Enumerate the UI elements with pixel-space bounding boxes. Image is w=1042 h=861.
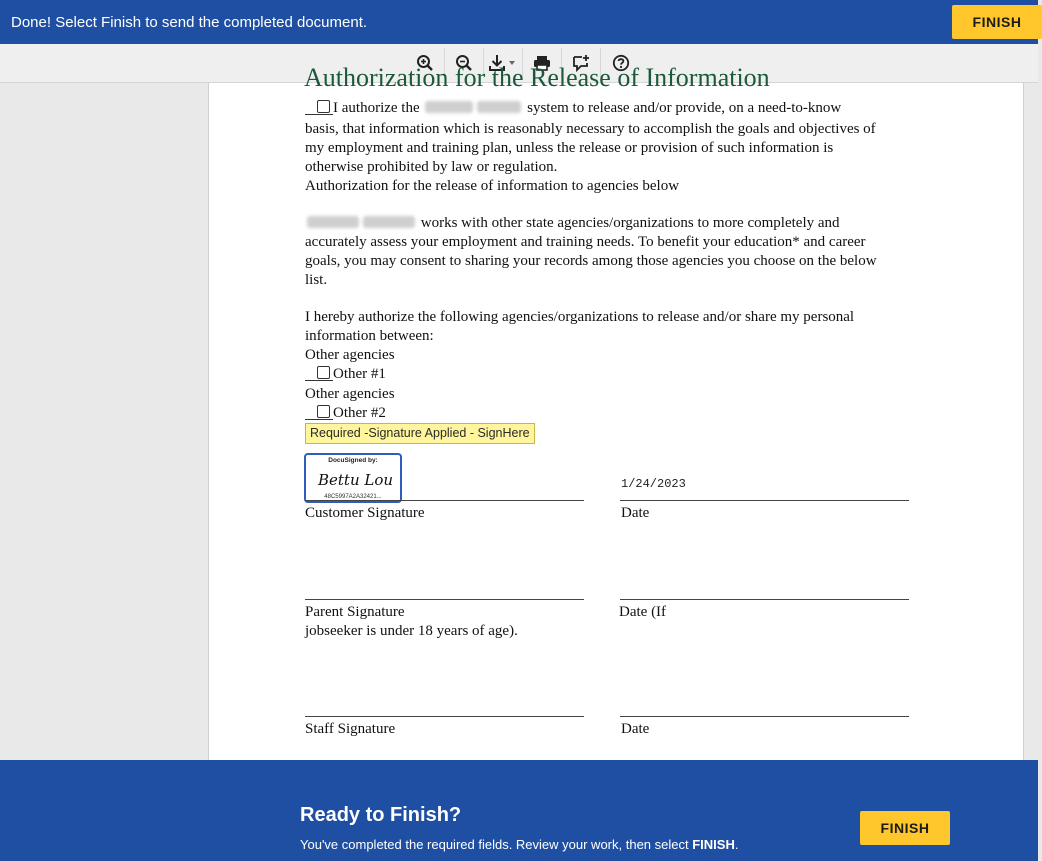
- parent-signature-line: [305, 599, 584, 600]
- finish-subtitle-end: .: [734, 837, 739, 852]
- parent-note: jobseeker is under 18 years of age).: [305, 623, 518, 639]
- p2-line4: list.: [305, 272, 328, 288]
- finish-subtitle-text: You've completed the required fields. Review your work, then select: [300, 837, 693, 852]
- date-line: [620, 500, 909, 501]
- authorize-text-b: system to release and/or provide, on a need-to-know: [527, 100, 842, 116]
- agency-checkbox-wrap: [305, 404, 333, 420]
- authorize-checkbox[interactable]: [317, 100, 330, 113]
- signature-header: DocuSigned by:: [328, 457, 378, 464]
- finish-button[interactable]: FINISH: [952, 5, 1042, 39]
- date-signed-value: 1/24/2023: [621, 477, 686, 491]
- authorize-line: [305, 99, 841, 118]
- p3-line1: I hereby authorize the following agencies/organizations to release and/or share my personal: [305, 309, 855, 325]
- document-heading: Authorization for the Release of Information: [304, 63, 770, 92]
- completion-banner: [0, 0, 1038, 44]
- redacted-name: [425, 101, 473, 113]
- agency-option: [305, 365, 386, 384]
- staff-signature-line: [305, 716, 584, 717]
- p2-line3: goals, you may consent to sharing your records among those agencies you choose on the below: [305, 253, 877, 269]
- finish-subtitle: [300, 837, 738, 852]
- signature-field[interactable]: [304, 453, 402, 503]
- authorize-checkbox-wrap: [305, 99, 333, 115]
- customer-signature-label: Customer Signature: [305, 505, 425, 521]
- p2-line1: [305, 214, 840, 233]
- agency-checkbox-wrap: [305, 365, 333, 381]
- redacted-name: [477, 101, 521, 113]
- p3-line2: information between:: [305, 328, 434, 344]
- agency-label: Other #2: [333, 405, 386, 421]
- p2-line1-text: works with other state agencies/organizations to more completely and: [420, 215, 840, 231]
- agency-group-label: Other agencies: [305, 347, 395, 363]
- signature-id: 48C5997A2A32421...: [324, 494, 382, 500]
- p1-line3: my employment and training plan, unless the release or provision of such information is: [305, 140, 834, 156]
- signature-image: Bettu Lou: [318, 471, 394, 489]
- p1-line2: basis, that information which is reasonably necessary to accomplish the goals and objectives of: [305, 121, 876, 137]
- finish-button-bottom[interactable]: FINISH: [860, 811, 950, 845]
- p2-line2: accurately assess your employment and training needs. To benefit your education* and career: [305, 234, 866, 250]
- p1-line5: Authorization for the release of information to agencies below: [305, 178, 680, 194]
- staff-signature-label: Staff Signature: [305, 721, 396, 737]
- finish-subtitle-bold: FINISH: [692, 837, 735, 852]
- document-viewport[interactable]: [0, 63, 1038, 760]
- signature-line: [305, 500, 584, 501]
- finish-title: Ready to Finish?: [300, 804, 462, 826]
- required-signature-tag[interactable]: Required -Signature Applied - SignHere: [305, 423, 535, 444]
- agency-option: [305, 404, 386, 423]
- agency-group-label: Other agencies: [305, 386, 395, 402]
- staff-date-label: Date: [621, 721, 650, 737]
- parent-date-line: [620, 599, 909, 600]
- other-1-checkbox[interactable]: [317, 366, 330, 379]
- redacted-name: [363, 216, 415, 228]
- parent-date-label: Date (If: [619, 604, 667, 620]
- redacted-name: [307, 216, 359, 228]
- ready-to-finish-panel: [0, 760, 1038, 861]
- authorize-text-a: I authorize the: [333, 100, 420, 116]
- parent-signature-label: Parent Signature: [305, 604, 405, 620]
- staff-date-line: [620, 716, 909, 717]
- p1-line4: otherwise prohibited by law or regulation.: [305, 159, 558, 175]
- banner-message: Done! Select Finish to send the completed document.: [11, 13, 368, 31]
- document-page: [208, 63, 1024, 783]
- agency-label: Other #1: [333, 366, 386, 382]
- date-label: Date: [621, 505, 650, 521]
- other-2-checkbox[interactable]: [317, 405, 330, 418]
